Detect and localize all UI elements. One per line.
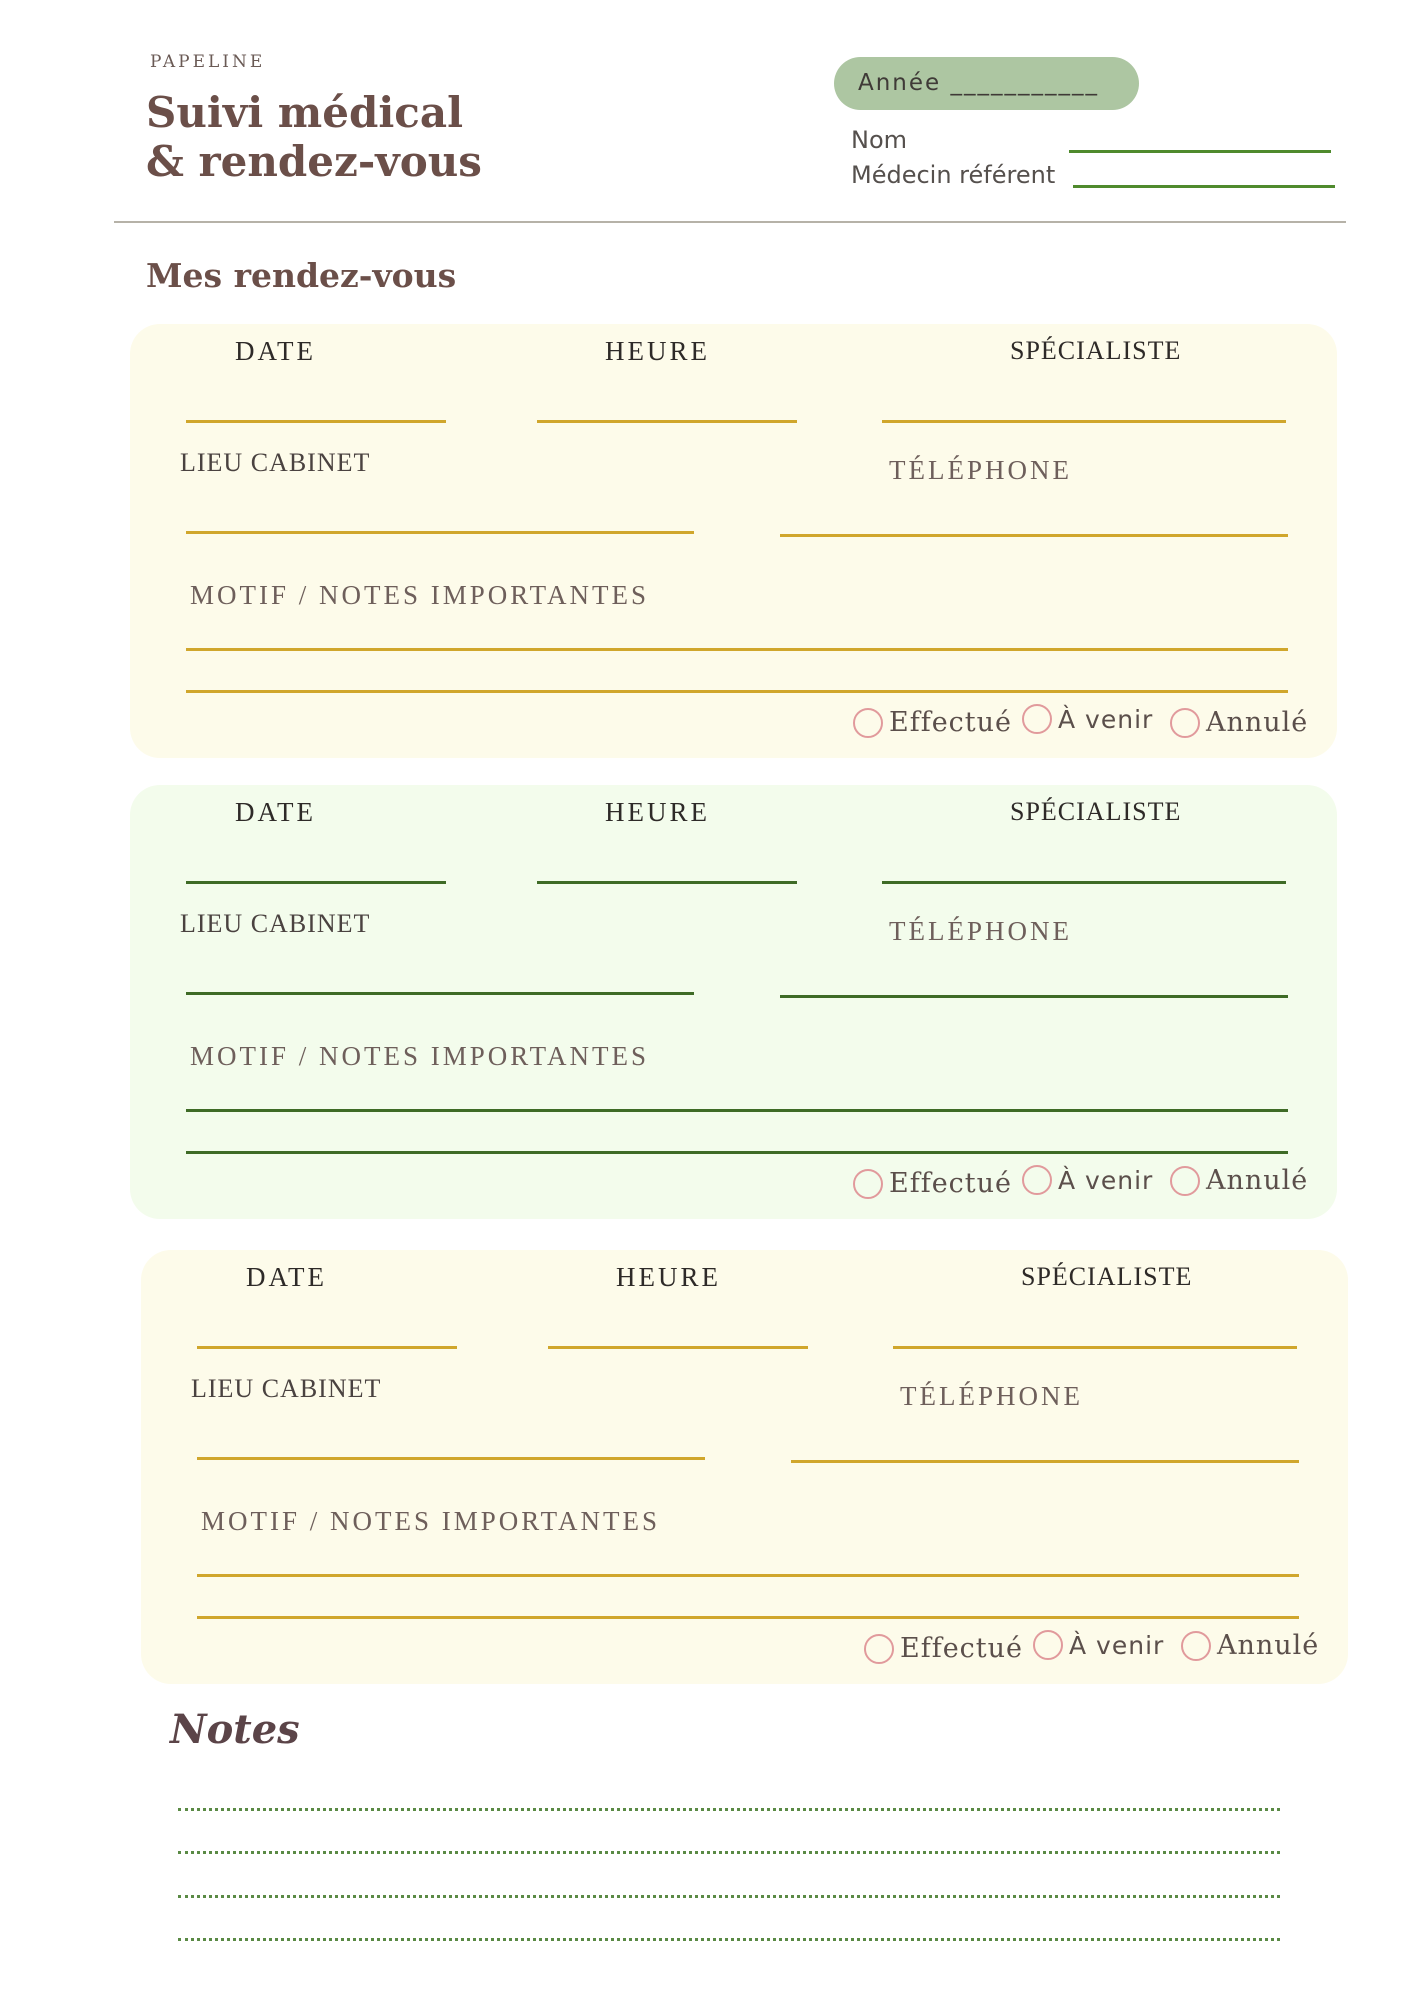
date-label: DATE xyxy=(235,336,316,366)
appointment-card xyxy=(130,324,1337,758)
header-divider xyxy=(114,221,1346,223)
checkbox-circle-icon[interactable] xyxy=(1170,1166,1200,1196)
location-input-line[interactable] xyxy=(186,531,694,534)
doctor-label: Médecin référent xyxy=(851,161,1056,189)
location-input-line[interactable] xyxy=(197,1457,705,1460)
status-done-label: Effectué xyxy=(889,707,1013,738)
name-input-line[interactable] xyxy=(1069,150,1331,153)
specialist-input-line[interactable] xyxy=(882,420,1286,423)
location-label: LIEU CABINET xyxy=(180,909,371,938)
status-upcoming-label: À venir xyxy=(1058,704,1154,734)
doctor-input-line[interactable] xyxy=(1073,185,1335,188)
section-title: Mes rendez-vous xyxy=(146,256,457,295)
name-label: Nom xyxy=(851,126,908,154)
checkbox-circle-icon[interactable] xyxy=(1170,708,1200,738)
specialist-input-line[interactable] xyxy=(893,1346,1297,1349)
notes-dotted-line-1[interactable] xyxy=(178,1808,1280,1811)
checkbox-circle-icon[interactable] xyxy=(1022,704,1052,734)
status-done-label: Effectué xyxy=(889,1168,1013,1199)
specialist-label: SPÉCIALISTE xyxy=(1010,336,1182,365)
appointment-card xyxy=(130,785,1337,1219)
phone-label: TÉLÉPHONE xyxy=(889,455,1072,485)
location-input-line[interactable] xyxy=(186,992,694,995)
notes-input-line-1[interactable] xyxy=(186,648,1288,651)
page-title-line2: & rendez-vous xyxy=(146,137,482,186)
checkbox-circle-icon[interactable] xyxy=(853,1169,883,1199)
status-upcoming[interactable] xyxy=(1022,1165,1153,1195)
notes-label: MOTIF / NOTES IMPORTANTES xyxy=(201,1506,660,1536)
page-title-line1: Suivi médical xyxy=(146,88,464,137)
notes-label: MOTIF / NOTES IMPORTANTES xyxy=(190,1041,649,1071)
date-label: DATE xyxy=(246,1262,327,1292)
status-done[interactable] xyxy=(864,1633,1023,1664)
notes-title: Notes xyxy=(170,1706,300,1753)
notes-input-line-1[interactable] xyxy=(197,1574,1299,1577)
appointment-card xyxy=(141,1250,1348,1684)
time-label: HEURE xyxy=(616,1262,721,1292)
date-input-line[interactable] xyxy=(197,1346,457,1349)
phone-input-line[interactable] xyxy=(780,534,1288,537)
location-label: LIEU CABINET xyxy=(191,1374,382,1403)
checkbox-circle-icon[interactable] xyxy=(1033,1630,1063,1660)
time-label: HEURE xyxy=(605,797,710,827)
checkbox-circle-icon[interactable] xyxy=(1022,1165,1052,1195)
notes-input-line-2[interactable] xyxy=(197,1616,1299,1619)
time-input-line[interactable] xyxy=(548,1346,808,1349)
notes-dotted-line-4[interactable] xyxy=(178,1938,1280,1941)
time-input-line[interactable] xyxy=(537,881,797,884)
notes-dotted-line-3[interactable] xyxy=(178,1895,1280,1898)
status-done[interactable] xyxy=(853,707,1012,738)
specialist-label: SPÉCIALISTE xyxy=(1021,1262,1193,1291)
time-label: HEURE xyxy=(605,336,710,366)
status-upcoming-label: À venir xyxy=(1058,1165,1154,1195)
status-done[interactable] xyxy=(853,1168,1012,1199)
phone-input-line[interactable] xyxy=(780,995,1288,998)
checkbox-circle-icon[interactable] xyxy=(853,708,883,738)
status-cancelled-label: Annulé xyxy=(1206,1165,1309,1196)
phone-label: TÉLÉPHONE xyxy=(889,916,1072,946)
status-cancelled[interactable] xyxy=(1181,1630,1319,1661)
phone-input-line[interactable] xyxy=(791,1460,1299,1463)
notes-dotted-line-2[interactable] xyxy=(178,1851,1280,1854)
time-input-line[interactable] xyxy=(537,420,797,423)
date-input-line[interactable] xyxy=(186,420,446,423)
status-cancelled[interactable] xyxy=(1170,707,1308,738)
status-upcoming[interactable] xyxy=(1033,1630,1164,1660)
specialist-label: SPÉCIALISTE xyxy=(1010,797,1182,826)
status-upcoming-label: À venir xyxy=(1069,1630,1165,1660)
status-upcoming[interactable] xyxy=(1022,704,1153,734)
page-title xyxy=(146,88,482,186)
location-label: LIEU CABINET xyxy=(180,448,371,477)
notes-label: MOTIF / NOTES IMPORTANTES xyxy=(190,580,649,610)
date-input-line[interactable] xyxy=(186,881,446,884)
notes-input-line-2[interactable] xyxy=(186,1151,1288,1154)
brand-name: PAPELINE xyxy=(150,52,266,72)
year-field[interactable]: Année ___________ xyxy=(834,57,1139,110)
specialist-input-line[interactable] xyxy=(882,881,1286,884)
notes-input-line-1[interactable] xyxy=(186,1109,1288,1112)
notes-input-line-2[interactable] xyxy=(186,690,1288,693)
phone-label: TÉLÉPHONE xyxy=(900,1381,1083,1411)
date-label: DATE xyxy=(235,797,316,827)
status-cancelled-label: Annulé xyxy=(1217,1630,1320,1661)
checkbox-circle-icon[interactable] xyxy=(1181,1631,1211,1661)
status-done-label: Effectué xyxy=(900,1633,1024,1664)
checkbox-circle-icon[interactable] xyxy=(864,1634,894,1664)
status-cancelled[interactable] xyxy=(1170,1165,1308,1196)
status-cancelled-label: Annulé xyxy=(1206,707,1309,738)
